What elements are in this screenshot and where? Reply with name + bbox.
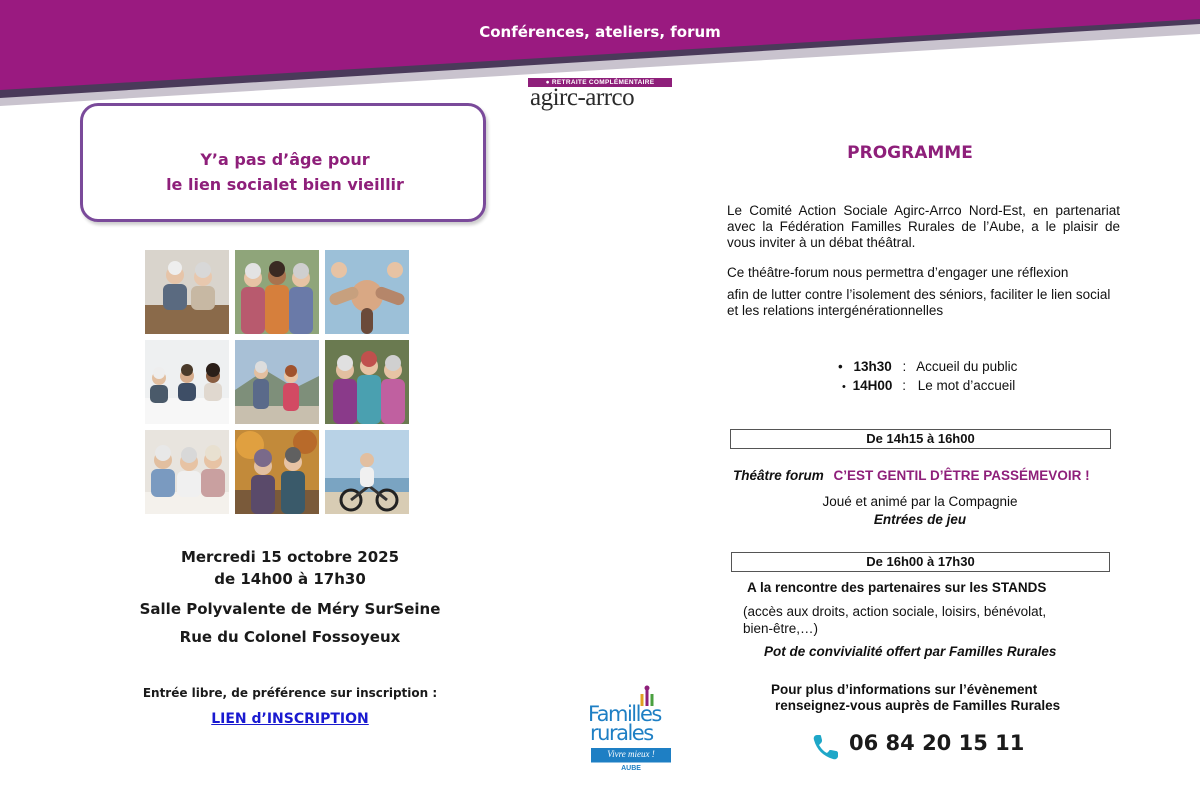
intro-paragraph-2: Ce théâtre-forum nous permettra d’engager une réflexion bbox=[727, 265, 1069, 280]
event-date-line: Mercredi 15 octobre 2025 bbox=[180, 548, 400, 566]
senior-couple-autumn-photo bbox=[235, 430, 319, 514]
time-slot-2: De 16h00 à 17h30 bbox=[731, 552, 1110, 572]
stands-desc-line2: bien-être,…) bbox=[743, 621, 819, 636]
schedule-item bbox=[838, 358, 1017, 375]
phone-number[interactable]: 06 84 20 15 11 bbox=[849, 731, 1025, 755]
event-date bbox=[60, 546, 520, 590]
schedule-time: 13h30 bbox=[853, 359, 892, 374]
intro-paragraph: Le Comité Action Sociale Agirc-Arrco Nord-Est, en partenariat avec la Fédération Familles Rurales de l’Aube, a le plaisir de vous inviter à un débat théâtral. bbox=[727, 203, 1120, 250]
senior-cycling-photo bbox=[325, 430, 409, 514]
seniors-at-table-photo bbox=[145, 250, 229, 334]
theatre-line bbox=[733, 467, 1090, 484]
schedule-label: Accueil du public bbox=[916, 359, 1018, 374]
banner-title: Conférences, ateliers, forum bbox=[479, 23, 721, 41]
seniors-dining-photo bbox=[145, 430, 229, 514]
theatre-title: C’EST GENTIL D’ÊTRE PASSÉMEVOIR ! bbox=[833, 468, 1090, 483]
theatre-label: Théâtre forum bbox=[733, 468, 824, 483]
agirc-tagline: ● RETRAITE COMPLÉMENTAIRE bbox=[528, 78, 672, 87]
bullet: • bbox=[842, 381, 846, 393]
family-meal-photo bbox=[145, 340, 229, 424]
pot-text: Pot de convivialité offert par Familles Rurales bbox=[764, 644, 1057, 659]
registration-link[interactable]: LIEN d’INSCRIPTION bbox=[211, 711, 369, 727]
familles-region: AUBE bbox=[621, 765, 641, 772]
seniors-walking-photo bbox=[235, 340, 319, 424]
hands-together-photo bbox=[325, 250, 409, 334]
event-title bbox=[80, 147, 490, 197]
familles-tagline: Vivre mieux ! bbox=[607, 749, 655, 759]
info-line2: renseignez-vous auprès de Familles Rurales bbox=[775, 698, 1061, 713]
familles-rurales-logo bbox=[586, 684, 676, 774]
entry-note: Entrée libre, de préférence sur inscription : bbox=[142, 686, 438, 700]
company-name: Entrées de jeu bbox=[873, 512, 967, 527]
agirc-name: agirc-arrco bbox=[530, 84, 635, 111]
event-time-line: de 14h00 à 17h30 bbox=[214, 570, 366, 588]
stands-desc-line1: (accès aux droits, action sociale, loisirs, bénévolat, bbox=[743, 604, 1047, 619]
phone-icon bbox=[811, 732, 841, 762]
intro-paragraph-3: afin de lutter contre l’isolement des séniors, faciliter le lien social et les relations intergénérationnelles bbox=[727, 287, 1111, 318]
event-title-line2: le lien socialet bien vieillir bbox=[166, 175, 404, 194]
info-line1: Pour plus d’informations sur l’évènement bbox=[771, 682, 1038, 697]
bullet: • bbox=[838, 359, 843, 374]
time-slot-1: De 14h15 à 16h00 bbox=[730, 429, 1111, 449]
played-by: Joué et animé par la Compagnie bbox=[822, 494, 1018, 509]
schedule-sep: : bbox=[902, 359, 907, 374]
schedule-item bbox=[842, 377, 1015, 396]
photo-grid bbox=[145, 250, 410, 515]
stands-title: A la rencontre des partenaires sur les STANDS bbox=[747, 580, 1047, 595]
senior-women-group-photo bbox=[235, 250, 319, 334]
senior-women-smiling-photo bbox=[325, 340, 409, 424]
event-title-line1: Y’a pas d’âge pour bbox=[200, 150, 370, 169]
schedule-time: 14H00 bbox=[852, 378, 893, 393]
event-venue: Salle Polyvalente de Méry SurSeine bbox=[139, 600, 441, 618]
familles-line2: rurales bbox=[590, 721, 653, 745]
schedule-label: Le mot d’accueil bbox=[917, 378, 1016, 393]
schedule-sep: : bbox=[902, 378, 906, 393]
agirc-arrco-logo bbox=[528, 78, 672, 114]
registration-link-wrapper bbox=[60, 710, 520, 728]
event-street: Rue du Colonel Fossoyeux bbox=[179, 628, 401, 646]
programme-heading: PROGRAMME bbox=[847, 143, 973, 163]
familles-line1: Familles bbox=[588, 702, 661, 726]
